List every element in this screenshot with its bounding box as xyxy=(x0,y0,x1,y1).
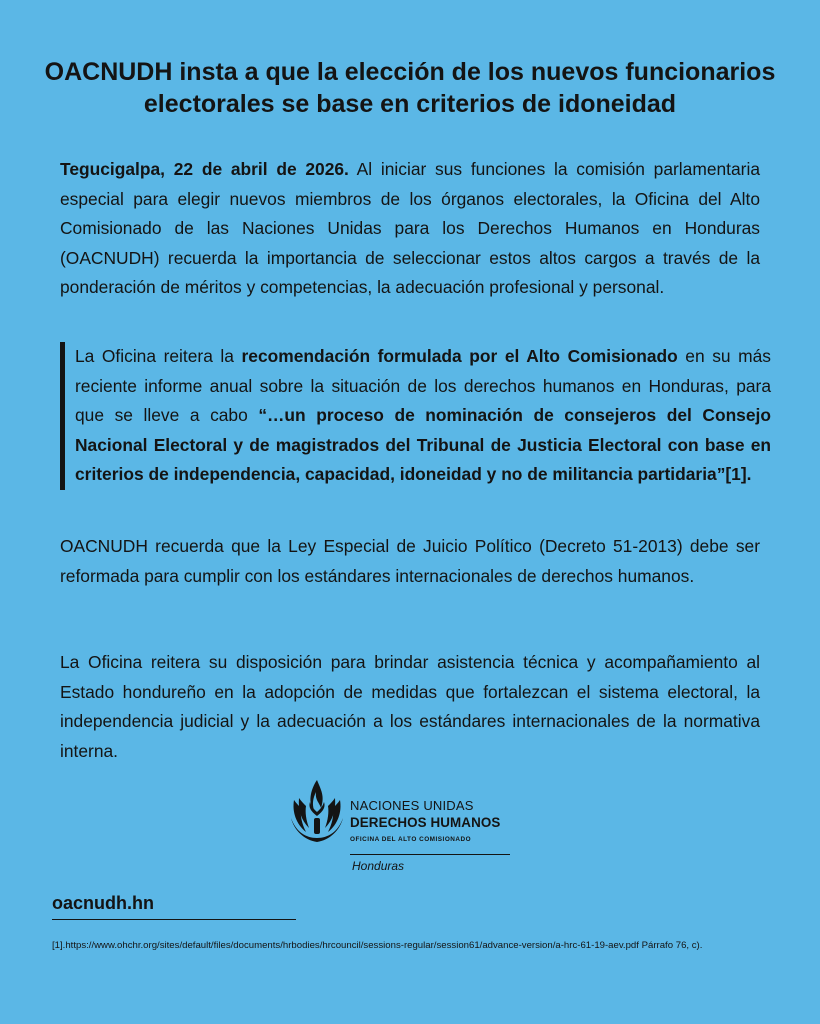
page-title: OACNUDH insta a que la elección de los nuevos funcionarios electorales se base en criterios de idoneidad xyxy=(44,58,776,118)
dateline: Tegucigalpa, 22 de abril de 2026. xyxy=(60,159,349,179)
logo-line-oficina: OFICINA DEL ALTO COMISIONADO xyxy=(350,836,472,843)
intro-text: Al iniciar sus funciones la comisión parlamentaria especial para elegir nuevos miembros de los órganos electorales, la Oficina del Alto Comisionado de las Naciones Unidas para los Derechos Humanos en Honduras (OACNUDH) recuerda la importancia de seleccionar estos altos cargos a través de la ponderación de méritos y competencias, la adecuación profesional y personal. xyxy=(60,159,760,297)
footnote-divider xyxy=(52,919,296,920)
recommendation-quote-block xyxy=(60,342,771,490)
intro-paragraph xyxy=(60,155,760,303)
quote-bold-recommendation: recomendación formulada por el Alto Comisionado xyxy=(241,346,678,366)
quote-middle: en su más reciente informe anual sobre la situación de los derechos humanos en Honduras, para que se lleve a cabo xyxy=(75,346,771,425)
logo-country: Honduras xyxy=(352,859,405,873)
un-human-rights-logo xyxy=(288,778,528,878)
quote-bold-citation: “…un proceso de nominación de consejeros del Consejo Nacional Electoral y de magistrados del Tribunal de Justicia Electoral con base en criterios de independencia, capacidad, idoneidad y no de militancia partidaria”[1]. xyxy=(75,405,771,484)
quote-paragraph xyxy=(75,342,771,490)
website-link[interactable]: oacnudh.hn xyxy=(52,893,154,913)
un-flame-hands-icon xyxy=(288,778,346,846)
logo-line-naciones-unidas: NACIONES UNIDAS xyxy=(350,798,474,813)
logo-line-derechos-humanos: DERECHOS HUMANOS xyxy=(350,815,501,830)
footnote: [1].https://www.ohchr.org/sites/default/files/documents/hrbodies/hrcouncil/sessions-regular/session61/advance-version/a-hrc-61-19-aev.pdf Párrafo 76, c). xyxy=(52,940,703,951)
logo-divider xyxy=(350,854,510,855)
law-paragraph: OACNUDH recuerda que la Ley Especial de Juicio Político (Decreto 51-2013) debe ser reformada para cumplir con los estándares internacionales de derechos humanos. xyxy=(60,536,760,586)
assistance-paragraph: La Oficina reitera su disposición para brindar asistencia técnica y acompañamiento al Estado hondureño en la adopción de medidas que fortalezcan el sistema electoral, la independencia judicial y la adecuación a los estándares internacionales de la normativa interna. xyxy=(60,652,760,761)
quote-lead: La Oficina reitera la xyxy=(75,346,242,366)
